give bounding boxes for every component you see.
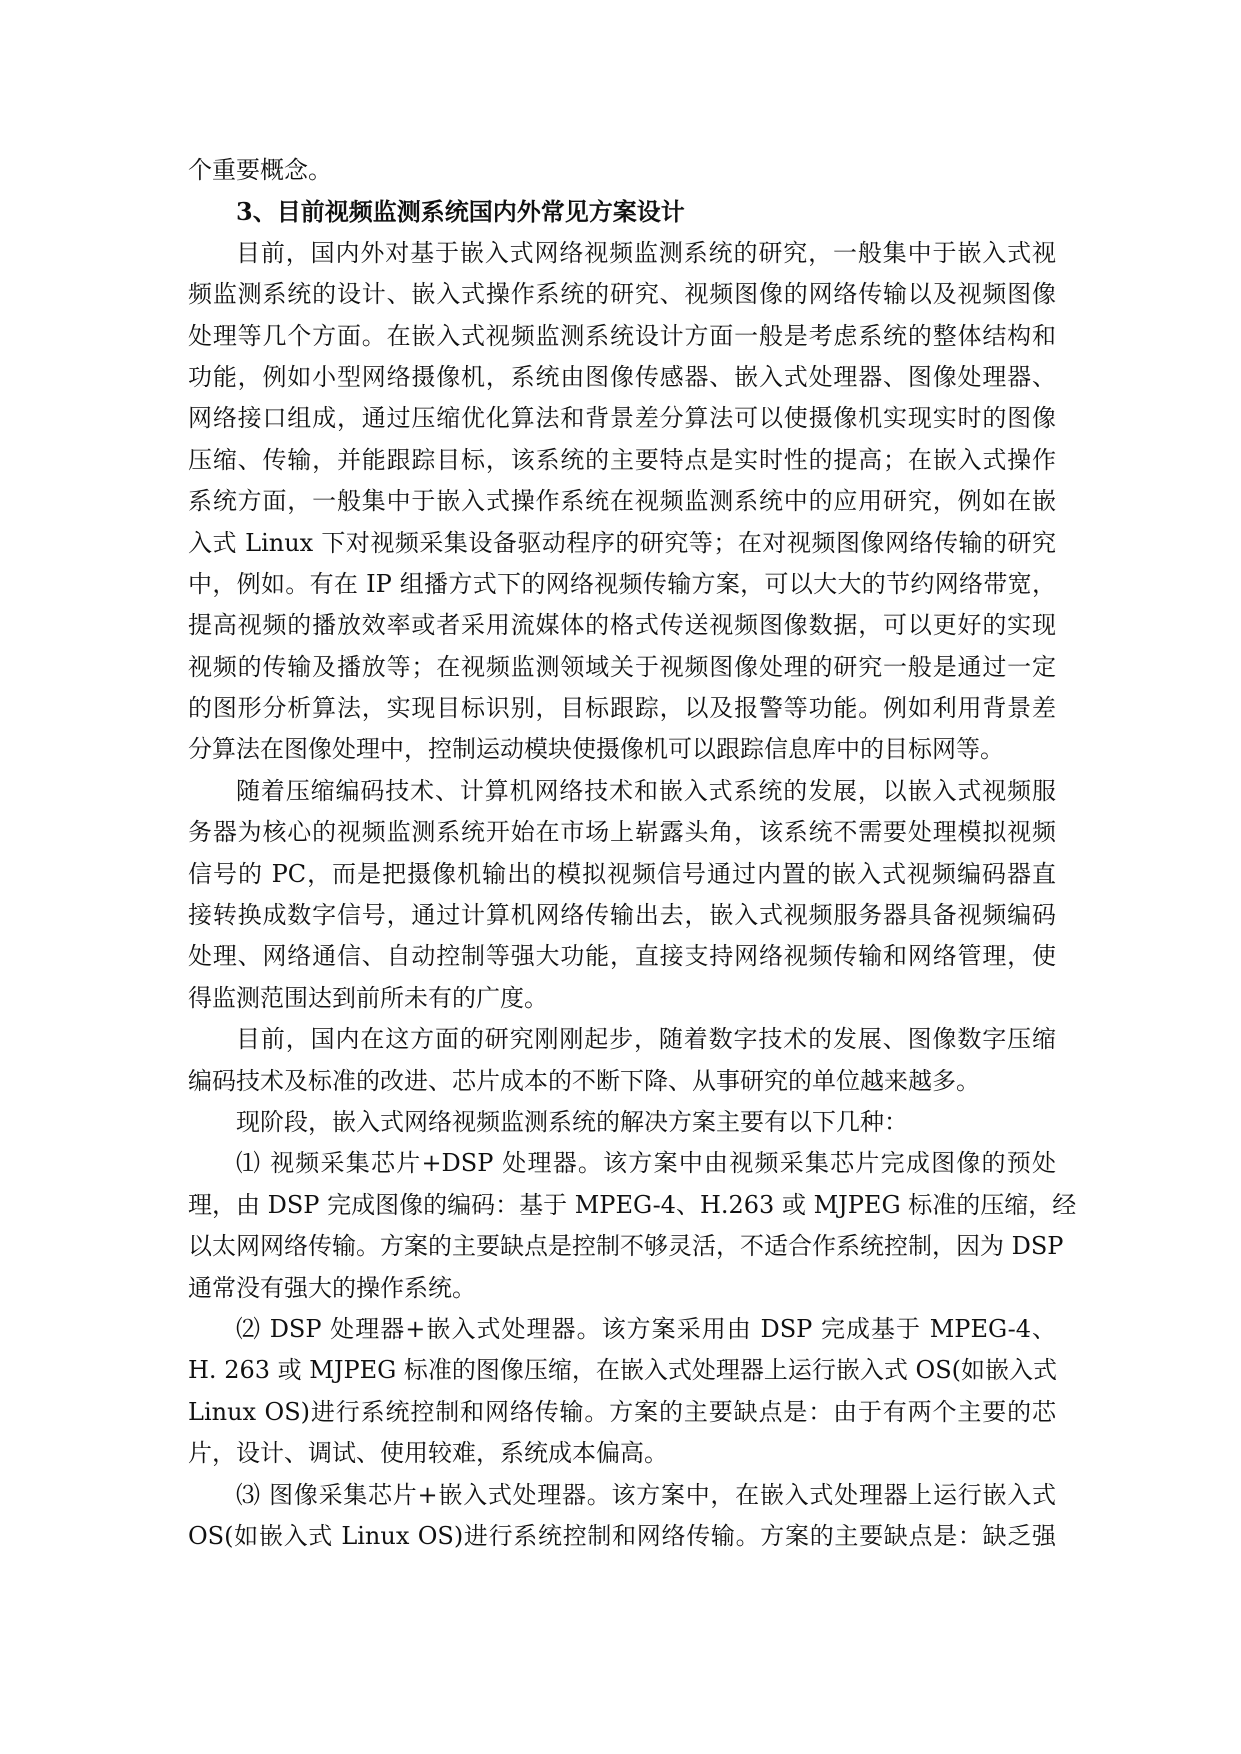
body-text-line: 入式 Linux 下对视频采集设备驱动程序的研究等；在对视频图像网络传输的研究 bbox=[188, 528, 1056, 557]
body-text-line: 处理等几个方面。在嵌入式视频监测系统设计方面一般是考虑系统的整体结构和 bbox=[188, 321, 1056, 350]
paragraph-first-line: 随着压缩编码技术、计算机网络技术和嵌入式系统的发展，以嵌入式视频服 bbox=[236, 776, 1056, 805]
paragraph-first-line: ⑴ 视频采集芯片+DSP 处理器。该方案中由视频采集芯片完成图像的预处 bbox=[236, 1149, 1056, 1178]
body-text-line: 处理、网络通信、自动控制等强大功能，直接支持网络视频传输和网络管理，使 bbox=[188, 942, 1056, 971]
paragraph-last-line: 个重要概念。 bbox=[188, 156, 332, 184]
body-text-line: 系统方面，一般集中于嵌入式操作系统在视频监测系统中的应用研究，例如在嵌 bbox=[188, 487, 1056, 516]
paragraph-last-line: 编码技术及标准的改进、芯片成本的不断下降、从事研究的单位越来越多。 bbox=[188, 1066, 980, 1095]
body-text-line: 提高视频的播放效率或者采用流媒体的格式传送视频图像数据，可以更好的实现 bbox=[188, 611, 1056, 640]
paragraph-first-line: 目前，国内外对基于嵌入式网络视频监测系统的研究，一般集中于嵌入式视 bbox=[236, 238, 1056, 267]
paragraph-first-line: ⑶ 图像采集芯片+嵌入式处理器。该方案中，在嵌入式处理器上运行嵌入式 bbox=[236, 1480, 1056, 1509]
body-text-line: 的图形分析算法，实现目标识别，目标跟踪，以及报警等功能。例如利用背景差 bbox=[188, 694, 1056, 723]
body-text-line: 压缩、传输，并能跟踪目标，该系统的主要特点是实时性的提高；在嵌入式操作 bbox=[188, 445, 1056, 474]
body-text-line: 频监测系统的设计、嵌入式操作系统的研究、视频图像的网络传输以及视频图像 bbox=[188, 280, 1056, 309]
body-text-line: 网络接口组成，通过压缩优化算法和背景差分算法可以使摄像机实现实时的图像 bbox=[188, 404, 1056, 433]
body-text-line: 务器为核心的视频监测系统开始在市场上崭露头角，该系统不需要处理模拟视频 bbox=[188, 818, 1056, 847]
body-text-line: OS(如嵌入式 Linux OS)进行系统控制和网络传输。方案的主要缺点是：缺乏强 bbox=[188, 1521, 1056, 1550]
paragraph-first-line: ⑵ DSP 处理器+嵌入式处理器。该方案采用由 DSP 完成基于 MPEG-4、 bbox=[236, 1314, 1056, 1343]
body-text-line: 功能，例如小型网络摄像机，系统由图像传感器、嵌入式处理器、图像处理器、 bbox=[188, 362, 1056, 391]
body-text-line: 理，由 DSP 完成图像的编码：基于 MPEG-4、H.263 或 MJPEG 标准的压缩，经 bbox=[188, 1190, 1077, 1219]
body-text-line: 视频的传输及播放等；在视频监测领域关于视频图像处理的研究一般是通过一定 bbox=[188, 652, 1056, 681]
paragraph-last-line: 分算法在图像处理中，控制运动模块使摄像机可以跟踪信息库中的目标网等。 bbox=[188, 735, 1004, 764]
paragraph-last-line: 得监测范围达到前所未有的广度。 bbox=[188, 983, 548, 1012]
body-text-line: H. 263 或 MJPEG 标准的图像压缩，在嵌入式处理器上运行嵌入式 OS(如嵌入式 bbox=[188, 1356, 1058, 1385]
paragraph-last-line: 通常没有强大的操作系统。 bbox=[188, 1273, 476, 1302]
document-page bbox=[188, 150, 1077, 1557]
paragraph-first-line: 现阶段，嵌入式网络视频监测系统的解决方案主要有以下几种： bbox=[236, 1107, 908, 1136]
section-heading: 3、目前视频监测系统国内外常见方案设计 bbox=[236, 197, 685, 227]
body-text-line: Linux OS)进行系统控制和网络传输。方案的主要缺点是：由于有两个主要的芯 bbox=[188, 1397, 1056, 1426]
paragraph-last-line: 片，设计、调试、使用较难，系统成本偏高。 bbox=[188, 1439, 668, 1468]
body-text-line: 信号的 PC，而是把摄像机输出的模拟视频信号通过内置的嵌入式视频编码器直 bbox=[188, 859, 1056, 888]
paragraph-first-line: 目前，国内在这方面的研究刚刚起步，随着数字技术的发展、图像数字压缩 bbox=[236, 1025, 1056, 1054]
body-text-line: 以太网网络传输。方案的主要缺点是控制不够灵活，不适合作系统控制，因为 DSP bbox=[188, 1232, 1064, 1261]
body-text-line: 接转换成数字信号，通过计算机网络传输出去，嵌入式视频服务器具备视频编码 bbox=[188, 901, 1056, 930]
body-text-line: 中，例如。有在 IP 组播方式下的网络视频传输方案，可以大大的节约网络带宽， bbox=[188, 569, 1056, 598]
